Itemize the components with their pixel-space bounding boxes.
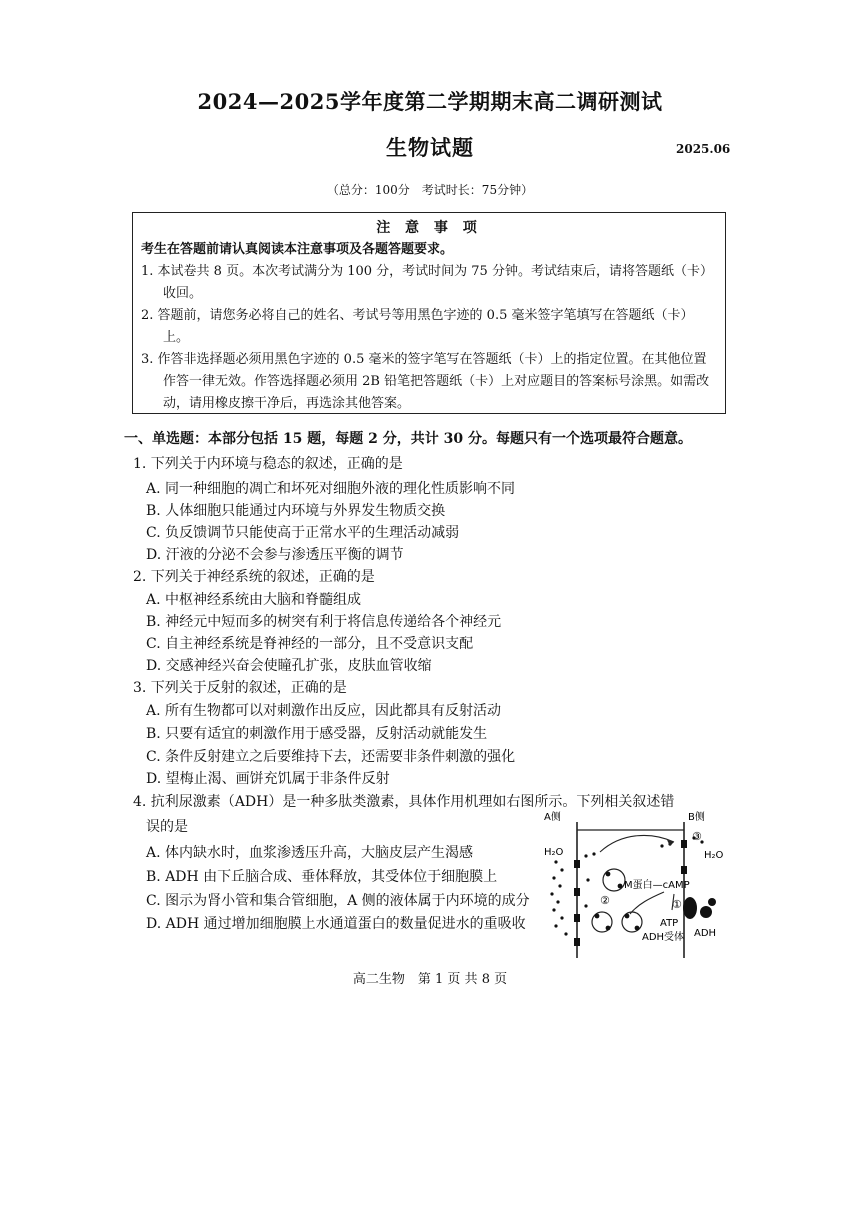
label-side-a: A侧 bbox=[544, 812, 561, 823]
question-2-option-a: A. 中枢神经系统由大脑和脊髓组成 bbox=[146, 592, 362, 608]
subject-title: 生物试题 bbox=[386, 135, 474, 160]
label-m-protein: M蛋白—cAMP bbox=[624, 880, 690, 891]
notice-title: 注 意 事 项 bbox=[376, 220, 482, 236]
water-flow-arrow bbox=[600, 835, 674, 852]
notice-item-3: 3. 作答非选择题必须用黑色字迹的 0.5 毫米的签字笔写在答题纸（卡）上的指定位置。在其他位置作答一律无效。作答选择题必须用 2B 铅笔把答题纸（卡）上对应题目的答案标号涂黑。如需改动，请用橡皮擦干净后，再选涂其他答案。 bbox=[141, 352, 710, 411]
question-1-option-c: C. 负反馈调节只能使高于正常水平的生理活动减弱 bbox=[146, 525, 460, 541]
question-1-option-a: A. 同一种细胞的凋亡和坏死对细胞外液的理化性质影响不同 bbox=[146, 481, 516, 497]
notice-item-2: 2. 答题前，请您务必将自己的姓名、考试号等用黑色字迹的 0.5 毫米签字笔填写在答题纸（卡）上。 bbox=[141, 308, 694, 345]
label-atp: ATP bbox=[660, 918, 679, 929]
question-3-option-c: C. 条件反射建立之后要维持下去，还需要非条件刺激的强化 bbox=[146, 749, 516, 765]
question-1-option-d: D. 汗液的分泌不会参与渗透压平衡的调节 bbox=[146, 547, 404, 563]
question-1-option-b: B. 人体细胞只能通过内环境与外界发生物质交换 bbox=[146, 503, 446, 519]
label-adh-receptor: ADH受体 bbox=[642, 932, 685, 943]
question-3-option-a: A. 所有生物都可以对刺激作出反应，因此都具有反射活动 bbox=[146, 703, 502, 719]
notice-item-1: 1. 本试卷共 8 页。本次考试满分为 100 分，考试时间为 75 分钟。考试结束后，请将答题纸（卡）收回。 bbox=[141, 264, 713, 301]
question-4-option-c: C. 图示为肾小管和集合管细胞，A 侧的液体属于内环境的成分 bbox=[146, 893, 530, 909]
question-2-option-b: B. 神经元中短而多的树突有利于将信息传递给各个神经元 bbox=[146, 614, 502, 630]
page-footer: 高二生物 第 1 页 共 8 页 bbox=[352, 972, 508, 987]
question-3-option-d: D. 望梅止渴、画饼充饥属于非条件反射 bbox=[146, 771, 390, 787]
label-adh: ADH bbox=[694, 928, 717, 939]
question-2-option-d: D. 交感神经兴奋会使瞳孔扩张，皮肤血管收缩 bbox=[146, 658, 432, 674]
question-2-option-c: C. 自主神经系统是脊神经的一部分，且不受意识支配 bbox=[146, 636, 474, 652]
question-2-stem: 2. 下列关于神经系统的叙述，正确的是 bbox=[133, 569, 375, 585]
question-3-option-b: B. 只要有适宜的刺激作用于感受器，反射活动就能发生 bbox=[146, 726, 488, 742]
question-4-stem-line1: 4. 抗利尿激素（ADH）是一种多肽类激素，具体作用机理如右图所示。下列相关叙述错 bbox=[133, 794, 675, 810]
exam-title: 2024—2025学年度第二学期期末高二调研测试 bbox=[197, 89, 663, 114]
cascade-arrow bbox=[630, 892, 664, 914]
adh-mechanism-diagram bbox=[542, 810, 727, 960]
question-4-option-b: B. ADH 由下丘脑合成、垂体释放，其受体位于细胞膜上 bbox=[146, 869, 498, 885]
notice-box bbox=[132, 212, 726, 414]
water-molecules-left bbox=[550, 852, 595, 935]
notice-intro: 考生在答题前请认真阅读本注意事项及各题答题要求。 bbox=[141, 242, 454, 257]
question-4-option-a: A. 体内缺水时，血浆渗透压升高，大脑皮层产生渴感 bbox=[146, 845, 474, 861]
label-water-left: H₂O bbox=[544, 847, 564, 858]
label-mark-2: ② bbox=[600, 894, 610, 907]
question-4-stem-line2: 误的是 bbox=[146, 819, 188, 835]
label-water-right: H₂O bbox=[704, 850, 724, 861]
exam-date: 2025.06 bbox=[676, 142, 731, 156]
adh-receptor bbox=[683, 897, 697, 919]
question-1-stem: 1. 下列关于内环境与稳态的叙述，正确的是 bbox=[133, 456, 403, 472]
question-4-option-d: D. ADH 通过增加细胞膜上水通道蛋白的数量促进水的重吸收 bbox=[146, 916, 526, 932]
question-3-stem: 3. 下列关于反射的叙述，正确的是 bbox=[133, 680, 347, 696]
label-side-b: B侧 bbox=[688, 812, 705, 823]
label-mark-3: ③ bbox=[692, 830, 702, 843]
exam-meta: （总分：100分 考试时长：75分钟） bbox=[326, 183, 534, 197]
section-heading: 一、单选题：本部分包括 15 题，每题 2 分，共计 30 分。每题只有一个选项最符合题意。 bbox=[124, 431, 692, 447]
label-mark-1: ① bbox=[672, 898, 682, 911]
adh-molecule bbox=[700, 906, 712, 918]
